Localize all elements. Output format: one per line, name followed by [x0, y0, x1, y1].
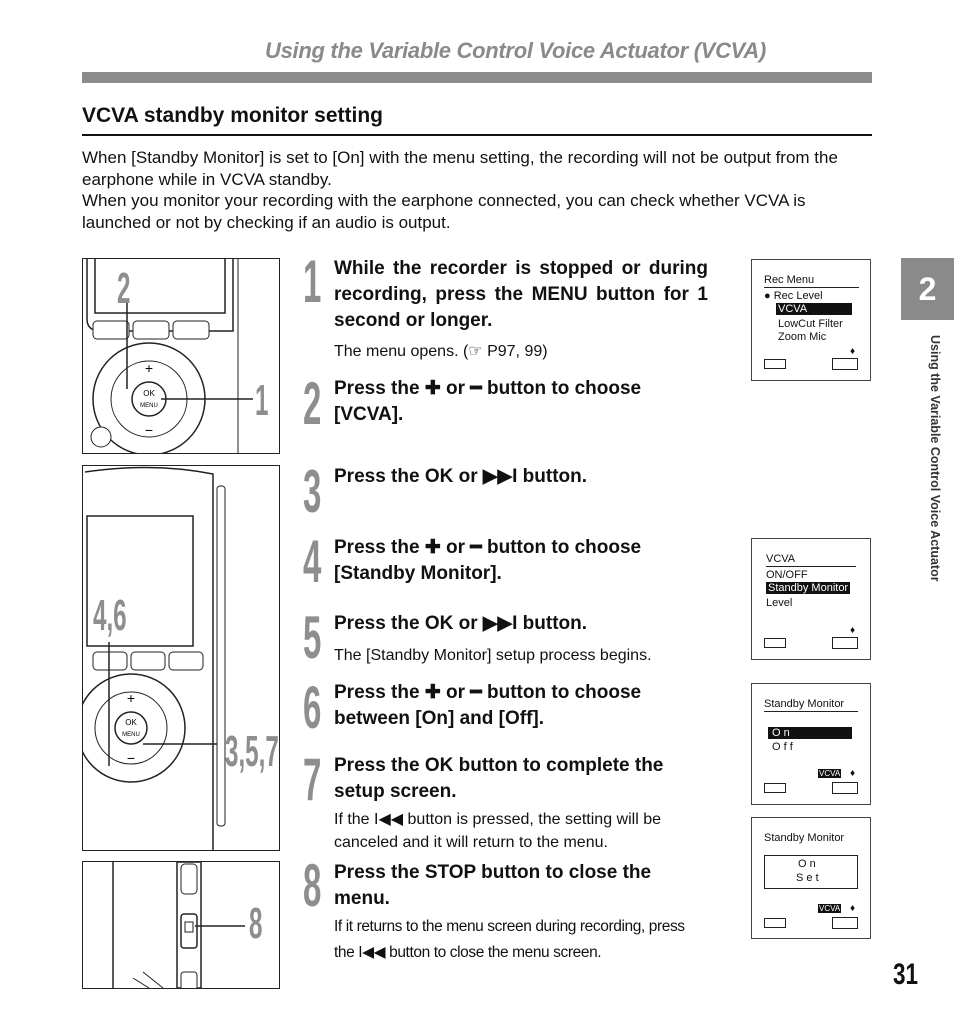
- intro-paragraph-2: When you monitor your recording with the earphone connected, you can check whether VCVA is launched or not by checking if an audio is output.: [82, 191, 806, 232]
- callout-2: 2: [117, 264, 131, 313]
- mic-icon: ♦: [850, 625, 856, 636]
- ok-label-1: OK: [143, 389, 155, 398]
- lcd-1-title: Rec Menu: [764, 274, 815, 286]
- header-title: Using the Variable Control Voice Actuator (VCVA): [265, 38, 767, 63]
- callout-4-6: 4,6: [93, 591, 127, 640]
- battery-icon: [764, 918, 786, 928]
- intro-text: [82, 147, 872, 233]
- callout-1: 1: [255, 376, 269, 425]
- counter-icon: [832, 782, 858, 794]
- section-rule: [82, 134, 872, 136]
- battery-icon: [764, 359, 786, 369]
- side-running-title-text: Using the Variable Control Voice Actuator: [928, 335, 942, 582]
- recorder-front-icon: [83, 259, 279, 453]
- side-running-title: [926, 335, 942, 675]
- battery-icon: [764, 783, 786, 793]
- menu-label-2: MENU: [122, 732, 140, 738]
- step-2-text: Press the ✚ or ━ button to choose [VCVA].: [334, 378, 642, 425]
- counter-icon: [832, 917, 858, 929]
- mic-icon: ♦: [850, 768, 856, 779]
- step-number-5: 5: [303, 604, 322, 671]
- step-3-text: Press the OK or ▶▶I button.: [334, 466, 588, 487]
- lcd-3-title: Standby Monitor: [764, 698, 845, 710]
- step-4-text: Press the ✚ or ━ button to choose [Standby Monitor].: [334, 537, 642, 584]
- header-bar: [82, 72, 872, 83]
- lcd-screen-vcva: [751, 538, 871, 660]
- lcd-3-item-1: O f f: [772, 741, 793, 753]
- callout-8: 8: [249, 899, 263, 948]
- svg-text:−: −: [144, 422, 154, 438]
- step-6-text: Press the ✚ or ━ button to choose between [On] and [Off].: [334, 682, 642, 729]
- step-number-1: 1: [303, 248, 322, 315]
- section-title: VCVA standby monitor setting: [82, 104, 384, 127]
- counter-icon: [832, 637, 858, 649]
- step-8-sub: If it returns to the menu screen during recording, press the I◀◀ button to close the menu screen.: [334, 918, 685, 961]
- lcd-1-item-0: ● Rec Level: [764, 290, 823, 302]
- counter-icon: [832, 358, 858, 370]
- lcd-2-title: VCVA: [766, 553, 796, 565]
- lcd-4-item-1: S e t: [796, 872, 819, 884]
- step-number-2: 2: [303, 370, 322, 437]
- ok-label-2: OK: [125, 718, 137, 727]
- step-number-7: 7: [303, 746, 322, 813]
- vcva-badge: VCVA: [819, 904, 841, 913]
- recorder-front-large-icon: [83, 466, 279, 850]
- device-illustration-1: [82, 258, 280, 454]
- step-number-4: 4: [303, 528, 322, 595]
- chapter-tab: 2: [901, 258, 954, 320]
- lcd-screen-rec-menu: [751, 259, 871, 381]
- step-number-6: 6: [303, 674, 322, 741]
- mic-icon: ♦: [850, 346, 856, 357]
- step-number-3: 3: [303, 458, 322, 525]
- lcd-screen-standby-monitor-set: [751, 817, 871, 939]
- callout-3-5-7: 3,5,7: [225, 727, 279, 776]
- mic-icon: ♦: [850, 903, 856, 914]
- step-number-8: 8: [303, 852, 322, 919]
- vcva-badge: VCVA: [819, 769, 841, 778]
- lcd-1-item-2: LowCut Filter: [778, 318, 843, 330]
- device-illustration-2: [82, 465, 280, 851]
- lcd-1-item-1: VCVA: [776, 303, 852, 315]
- battery-icon: [764, 638, 786, 648]
- lcd-2-item-2: Level: [766, 597, 793, 609]
- svg-text:+: +: [144, 360, 154, 376]
- step-7-text: Press the OK button to complete the setup screen.: [334, 755, 664, 802]
- lcd-2-item-1: Standby Monitor: [768, 582, 849, 594]
- step-1-text: While the recorder is stopped or during recording, press the MENU button for 1 second or longer.: [334, 258, 708, 331]
- lcd-4-title: Standby Monitor: [764, 832, 845, 844]
- step-8-text: Press the STOP button to close the menu.: [334, 862, 652, 909]
- lcd-1-item-3: Zoom Mic: [778, 331, 827, 343]
- svg-text:−: −: [126, 750, 136, 766]
- lcd-screen-standby-monitor: [751, 683, 871, 805]
- lcd-3-item-0: O n: [768, 727, 852, 739]
- menu-label-1: MENU: [140, 403, 158, 409]
- step-7-sub: If the I◀◀ button is pressed, the setting will be canceled and it will return to the menu.: [334, 811, 661, 851]
- step-1-sub: The menu opens. (☞ P97, 99): [334, 343, 548, 360]
- page-number: 31: [893, 958, 919, 991]
- intro-paragraph-1: When [Standby Monitor] is set to [On] with the menu setting, the recording will not be output from the earphone while in VCVA standby.: [82, 148, 838, 189]
- svg-text:+: +: [126, 690, 136, 706]
- lcd-4-item-0: O n: [798, 858, 816, 870]
- step-5-sub: The [Standby Monitor] setup process begins.: [334, 647, 652, 664]
- step-5-text: Press the OK or ▶▶I button.: [334, 613, 588, 634]
- device-illustration-3: [82, 861, 280, 989]
- lcd-2-item-0: ON/OFF: [766, 569, 808, 581]
